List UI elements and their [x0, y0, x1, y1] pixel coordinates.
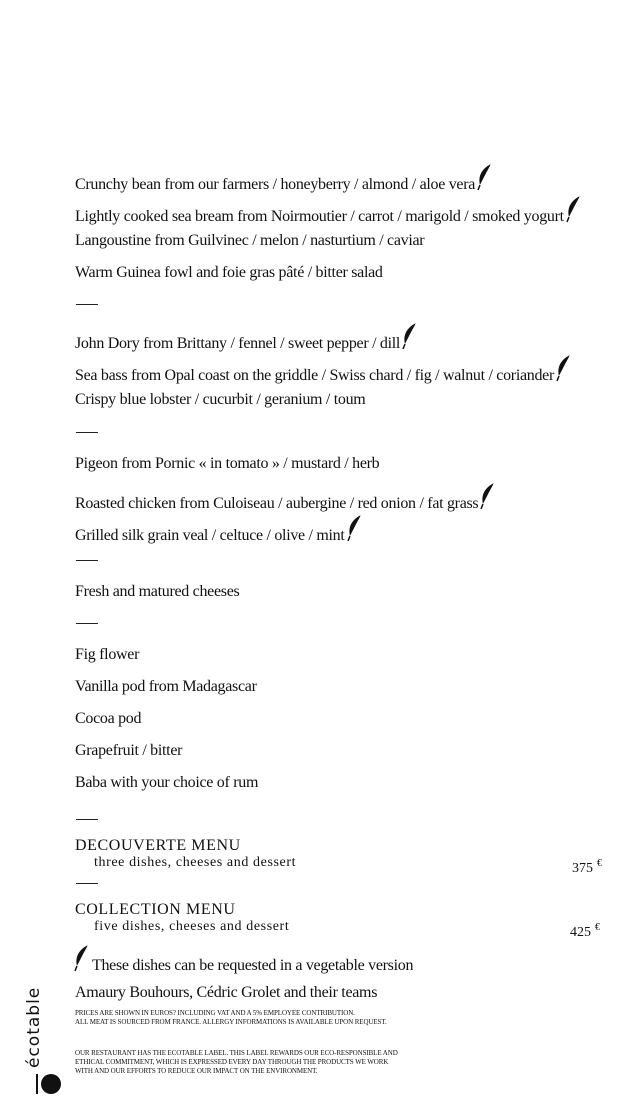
- dish-line: [75, 167, 493, 195]
- dessert-line: Cocoa pod: [75, 710, 142, 727]
- dish-line: [75, 231, 424, 251]
- decouverte-menu-price: [572, 856, 602, 877]
- dish-line: [75, 199, 582, 227]
- dish-text: Grilled silk grain veal / celtuce / olive / mint: [75, 527, 345, 544]
- collection-menu-subtitle: five dishes, cheeses and dessert: [94, 919, 290, 934]
- chefs-credit: Amaury Bouhours, Cédric Grolet and their teams: [75, 984, 378, 1001]
- decouverte-menu-subtitle: three dishes, cheeses and dessert: [94, 855, 297, 870]
- price-value: 375: [572, 861, 593, 876]
- section-divider: [76, 883, 98, 884]
- collection-menu-price: [570, 920, 600, 941]
- label-note-line: WITH AND OUR EFFORTS TO REDUCE OUR IMPACT ON THE ENVIRONMENT.: [75, 1067, 318, 1075]
- currency-symbol: €: [597, 858, 602, 869]
- label-note-line: ETHICAL COMMITMENT, WHICH IS EXPRESSED EVERY DAY THROUGH THE PRODUCTS WE WORK: [75, 1058, 389, 1066]
- vegetable-note: [74, 948, 413, 976]
- dish-line: [75, 358, 572, 386]
- dish-text: Sea bass from Opal coast on the griddle / Swiss chard / fig / walnut / coriander: [75, 367, 554, 384]
- prices-note-line: ALL MEAT IS SOURCED FROM FRANCE. ALLERGY INFORMATIONS IS AVAILABLE UPON REQUEST.: [75, 1018, 387, 1026]
- dish-text: Lightly cooked sea bream from Noirmoutier / carrot / marigold / smoked yogurt: [75, 208, 564, 225]
- leaf-icon: [74, 944, 90, 972]
- dish-text: John Dory from Brittany / fennel / sweet pepper / dill: [75, 335, 401, 352]
- logo-text: écotable: [24, 986, 44, 1068]
- leaf-icon: [556, 354, 572, 382]
- dish-text: Crunchy bean from our farmers / honeyberry / almond / aloe vera: [75, 176, 476, 193]
- cheese-line: Fresh and matured cheeses: [75, 583, 240, 600]
- dish-line: [75, 518, 363, 546]
- leaf-icon: [402, 322, 418, 350]
- dish-text: Pigeon from Pornic « in tomato » / mustard / herb: [75, 455, 380, 472]
- dish-line: [75, 326, 418, 354]
- dish-text: Warm Guinea fowl and foie gras pâté / bitter salad: [75, 264, 383, 281]
- dish-line: [75, 486, 496, 514]
- section-divider: [76, 819, 98, 820]
- dish-text: Roasted chicken from Culoiseau / aubergine / red onion / fat grass: [75, 495, 479, 512]
- leaf-icon: [347, 514, 363, 542]
- logo-bar: [36, 1074, 38, 1094]
- currency-symbol: €: [595, 922, 600, 933]
- section-divider: [76, 432, 98, 433]
- leaf-icon: [477, 163, 493, 191]
- section-divider: [76, 560, 98, 561]
- dish-text: Crispy blue lobster / cucurbit / geranium / toum: [75, 391, 366, 408]
- price-value: 425: [570, 925, 591, 940]
- dessert-line: Vanilla pod from Madagascar: [75, 678, 257, 695]
- section-divider: [76, 304, 98, 305]
- dessert-line: Baba with your choice of rum: [75, 774, 259, 791]
- leaf-icon: [480, 482, 496, 510]
- vegetable-note-text: These dishes can be requested in a vegetable version: [92, 957, 414, 974]
- dessert-line: Grapefruit / bitter: [75, 742, 183, 759]
- label-note-line: OUR RESTAURANT HAS THE ECOTABLE LABEL. THIS LABEL REWARDS OUR ECO-RESPONSIBLE AND: [75, 1049, 398, 1057]
- prices-note-line: PRICES ARE SHOWN IN EUROS? INCLUDING VAT AND A 5% EMPLOYEE CONTRIBUTION.: [75, 1009, 355, 1017]
- dish-line: [75, 390, 365, 410]
- leaf-icon: [566, 195, 582, 223]
- decouverte-menu-title: DECOUVERTE MENU: [75, 837, 241, 854]
- dish-text: Langoustine from Guilvinec / melon / nasturtium / caviar: [75, 232, 425, 249]
- dish-line: [75, 454, 379, 474]
- logo-dot: [41, 1074, 61, 1094]
- dessert-line: Fig flower: [75, 646, 140, 663]
- section-divider: [76, 623, 98, 624]
- dish-line: [75, 263, 383, 283]
- collection-menu-title: COLLECTION MENU: [75, 901, 236, 918]
